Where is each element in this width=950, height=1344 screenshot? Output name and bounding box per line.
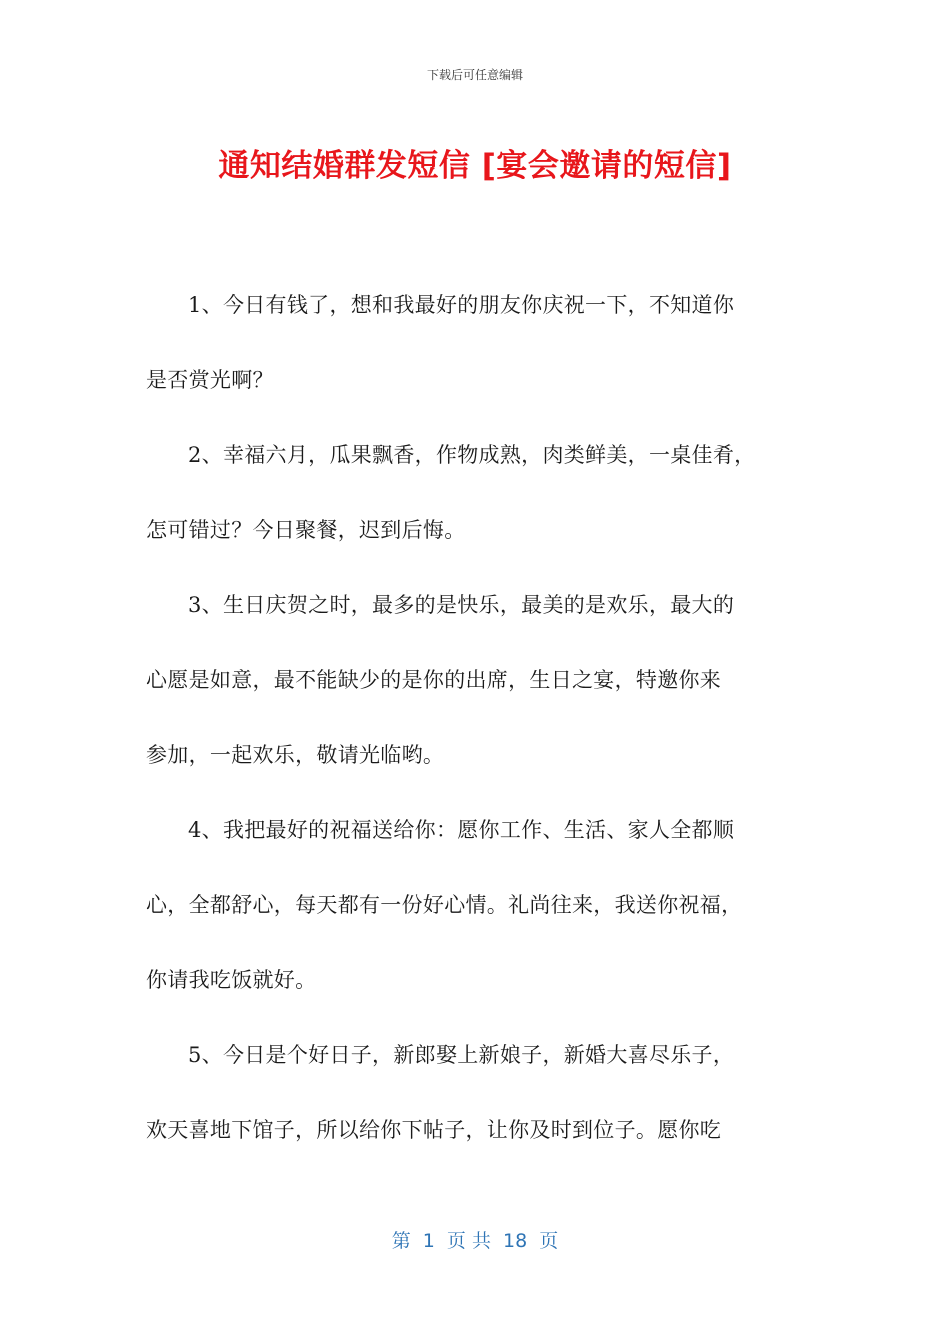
paragraph-line: 3、生日庆贺之时，最多的是快乐，最美的是欢乐，最大的 [188, 593, 735, 617]
paragraph-4 [146, 793, 818, 1018]
paragraph-line: 2、幸福六月，瓜果飘香，作物成熟，肉类鲜美，一桌佳肴， [188, 443, 756, 467]
paragraph-line: 4、我把最好的祝福送给你：愿你工作、生活、家人全都顺 [188, 818, 735, 842]
paragraph-2 [146, 418, 818, 568]
paragraph-line: 心，全都舒心，每天都有一份好心情。礼尚往来，我送你祝福， [146, 893, 743, 917]
paragraph-3 [146, 568, 818, 793]
paragraph-line: 你请我吃饭就好。 [146, 968, 317, 992]
paragraph-line: 5、今日是个好日子，新郎娶上新娘子，新婚大喜尽乐子， [188, 1043, 735, 1067]
document-title: 通知结婚群发短信 [宴会邀请的短信] [218, 148, 732, 184]
paragraph-5 [146, 1018, 818, 1168]
paragraph-line: 欢天喜地下馆子，所以给你下帖子，让你及时到位子。愿你吃 [146, 1118, 722, 1142]
paragraph-1 [146, 268, 818, 418]
paragraph-line: 心愿是如意，最不能缺少的是你的出席，生日之宴，特邀你来 [146, 668, 722, 692]
page-number: 第 1 页 共 18 页 [391, 1230, 559, 1252]
paragraph-line: 怎可错过？今日聚餐，迟到后悔。 [146, 518, 466, 542]
document-body [146, 268, 818, 1168]
paragraph-line: 参加，一起欢乐，敬请光临哟。 [146, 743, 445, 767]
paragraph-line: 1、今日有钱了，想和我最好的朋友你庆祝一下，不知道你 [188, 293, 735, 317]
header-note: 下载后可任意编辑 [426, 68, 523, 82]
paragraph-line: 是否赏光啊？ [146, 368, 274, 392]
